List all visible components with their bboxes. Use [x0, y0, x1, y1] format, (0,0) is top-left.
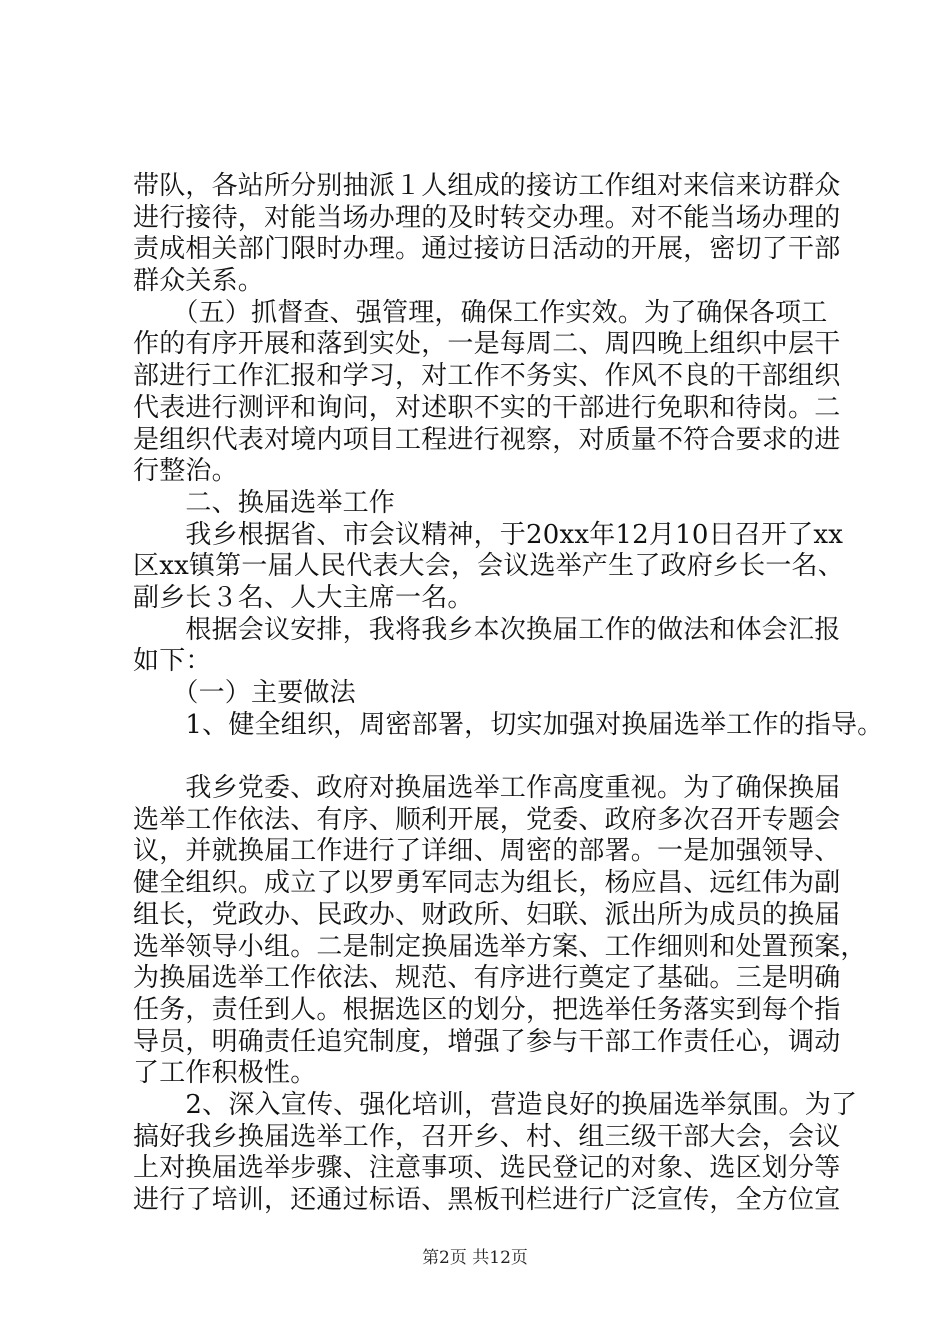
text-line: 责成相关部门限时办理。通过接访日活动的开展，密切了干部 [133, 234, 841, 265]
text-line: 进行接待，对能当场办理的及时转交办理。对不能当场办理的 [133, 202, 841, 233]
text-line: 组长，党政办、民政办、财政所、妇联、派出所为成员的换届 [133, 899, 841, 930]
text-line: 导员，明确责任追究制度，增强了参与干部工作责任心，调动 [133, 1026, 841, 1057]
text-line: 作的有序开展和落到实处，一是每周二、周四晚上组织中层干 [133, 329, 841, 360]
page-number-footer: 第2页 共12页 [422, 1248, 528, 1268]
text-line: 选举领导小组。二是制定换届选举方案、工作细则和处置预案， [133, 931, 867, 962]
text-line: 任务，责任到人。根据选区的划分，把选举任务落实到每个指 [133, 994, 841, 1025]
text-line: 进行了培训，还通过标语、黑板刊栏进行广泛宣传，全方位宣 [133, 1185, 841, 1215]
text-line: 上对换届选举步骤、注意事项、选民登记的对象、选区划分等 [133, 1153, 841, 1184]
section-heading: 二、换届选举工作 [133, 487, 396, 518]
text-line: 为换届选举工作依法、规范、有序进行奠定了基础。三是明确 [133, 963, 841, 994]
text-line: 我乡党委、政府对换届选举工作高度重视。为了确保换届 [133, 773, 841, 804]
text-line: 代表进行测评和询问，对述职不实的干部进行免职和待岗。二 [133, 392, 841, 423]
text-line: 2、深入宣传、强化培训，营造良好的换届选举氛围。为了 [133, 1089, 858, 1120]
subsection-heading: （一）主要做法 [133, 678, 356, 708]
text-line: （五）抓督查、强管理，确保工作实效。为了确保各项工 [133, 297, 828, 328]
text-line: 搞好我乡换届选举工作，召开乡、村、组三级干部大会，会议 [133, 1121, 841, 1152]
blank-line [133, 741, 843, 773]
text-line: 如下： [133, 646, 212, 677]
text-line: 带队，各站所分别抽派１人组成的接访工作组对来信来访群众 [133, 171, 841, 201]
text-line: 议，并就换届工作进行了详细、周密的部署。一是加强领导、 [133, 836, 841, 867]
text-line: 群众关系。 [133, 266, 265, 297]
document-body [133, 171, 884, 1217]
text-line: 我乡根据省、市会议精神，于20xx年12月10日召开了xx [133, 519, 844, 550]
text-line: 健全组织。成立了以罗勇军同志为组长，杨应昌、远红伟为副 [133, 868, 841, 899]
text-line: 行整治。 [133, 456, 238, 487]
text-line: 1、健全组织，周密部署，切实加强对换届选举工作的指导。 [133, 709, 884, 740]
text-line: 副乡长３名、人大主席一名。 [133, 582, 474, 613]
text-line: 选举工作依法、有序、顺利开展，党委、政府多次召开专题会 [133, 804, 841, 835]
text-line: 是组织代表对境内项目工程进行视察，对质量不符合要求的进 [133, 424, 841, 455]
text-line: 了工作积极性。 [133, 1058, 317, 1089]
text-line: 部进行工作汇报和学习，对工作不务实、作风不良的干部组织 [133, 361, 841, 392]
text-line: 根据会议安排，我将我乡本次换届工作的做法和体会汇报 [133, 614, 841, 645]
text-line: 区xx镇第一届人民代表大会，会议选举产生了政府乡长一名、 [133, 551, 844, 582]
